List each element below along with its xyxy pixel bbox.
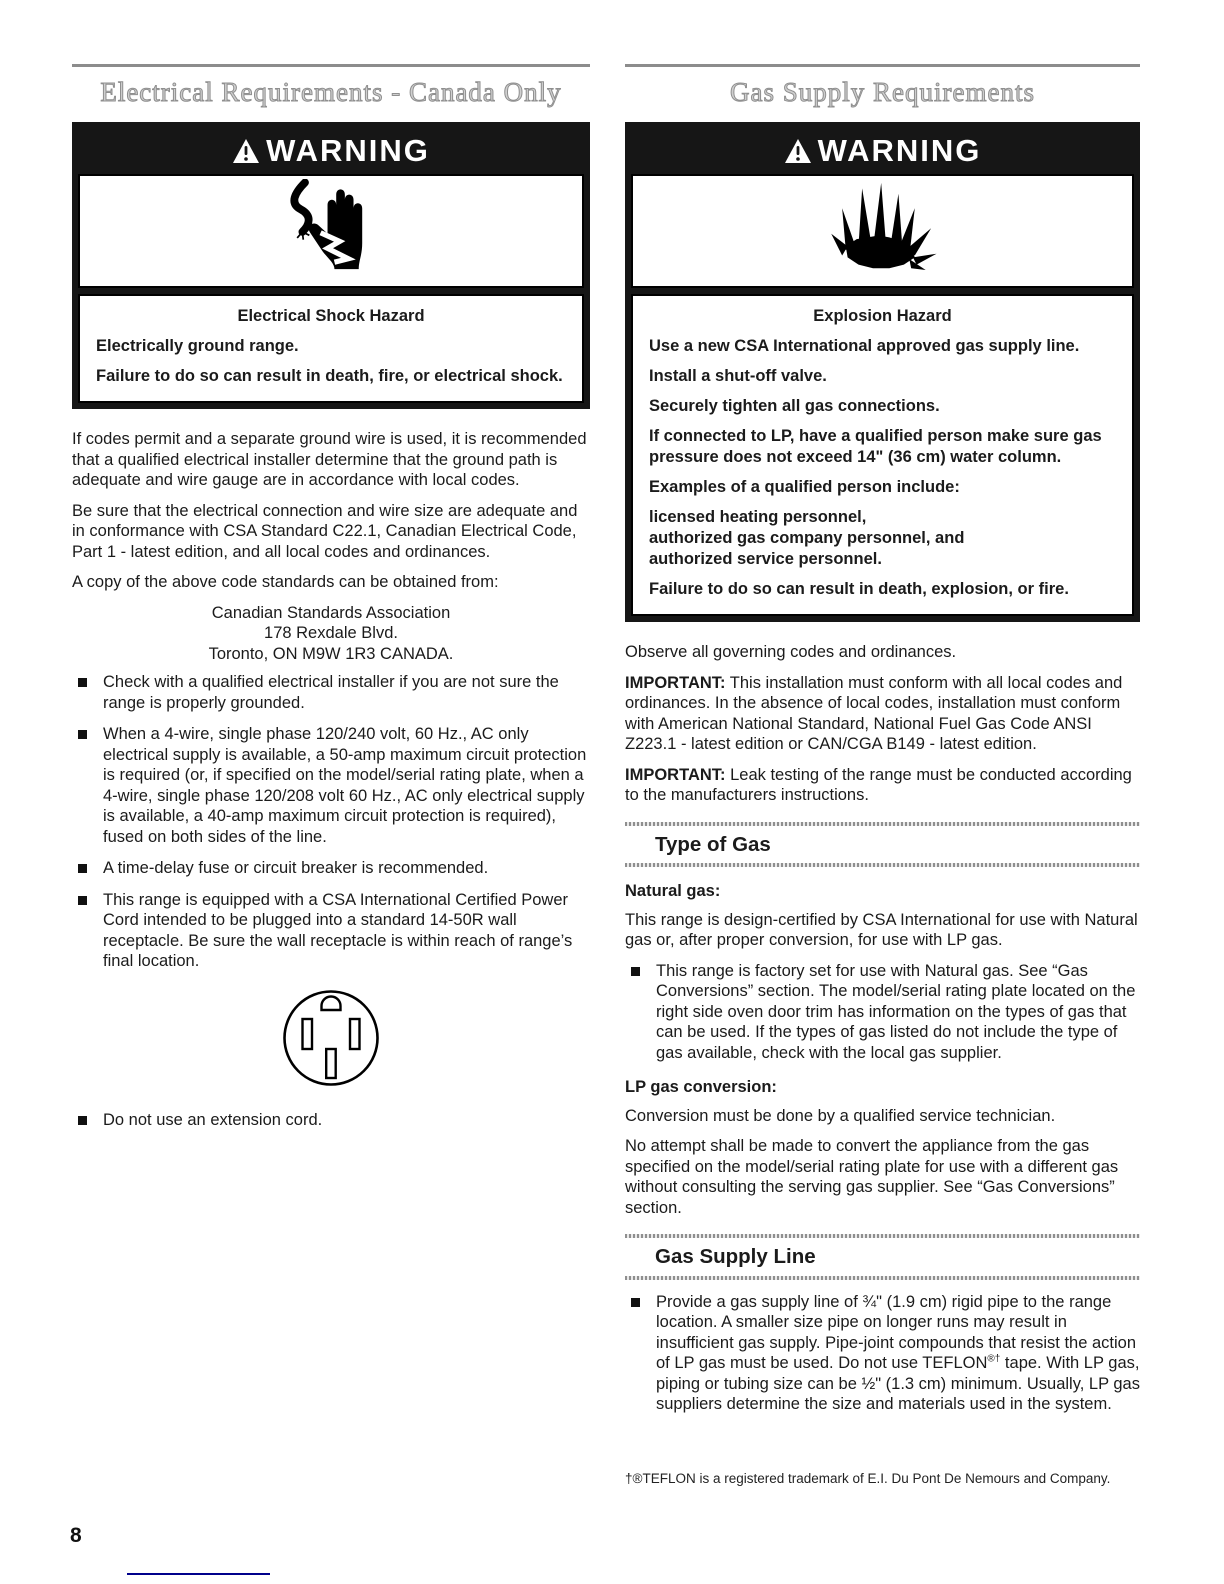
list-item: When a 4-wire, single phase 120/240 volt, 60 Hz., AC only electrical supply is available, a 50-amp maximum circuit protection is required (or, if specified on the model/serial rating plate, when a 4-wire, single phase 120/208 volt 60 Hz., AC only electrical supply is available, a 40-amp maximum circuit protection is required), fused on both sides of the line. [72, 724, 590, 847]
right-column-title: Gas Supply Requirements [730, 77, 1035, 107]
warning-triangle-icon [784, 138, 812, 164]
warning-line: Failure to do so can result in death, explosion, or fire. [649, 580, 1069, 598]
page-number: 8 [70, 1524, 82, 1547]
electrical-requirements-column [70, 64, 590, 1547]
explosion-icon [824, 181, 942, 281]
paragraph: Be sure that the electrical connection and wire size are adequate and in conformance with CSA Standard C22.1, Canadian Electrical Code, Part 1 - latest edition, and all local codes and ordinances. [72, 501, 578, 561]
warning-line: Securely tighten all gas connections. [649, 397, 940, 415]
bullet-square-icon [631, 967, 640, 976]
important-paragraph: IMPORTANT: This installation must conform with all local codes and ordinances. In the absence of local codes, installation must conform with American National Standard, National Fuel Gas Code ANSI Z223.1 - latest edition or CAN/CGA B149 - latest edition. [625, 673, 1123, 753]
gas-body-text [625, 642, 1140, 1489]
gas-supply-column [625, 64, 1140, 1489]
registered-dagger-superscript: ®† [987, 1353, 1001, 1365]
bullet-square-icon [78, 678, 87, 687]
subsection-heading: LP gas conversion: [625, 1078, 777, 1096]
dotted-rule [625, 863, 1140, 867]
electrical-body-text [72, 429, 590, 1130]
paragraph: This range is design-certified by CSA International for use with Natural gas or, after proper conversion, for use with LP gas. [625, 910, 1138, 949]
important-paragraph: IMPORTANT: Leak testing of the range must be conducted according to the manufacturers instructions. [625, 765, 1132, 804]
paragraph: A copy of the above code standards can be obtained from: [72, 573, 499, 591]
address-line: Canadian Standards Association [211, 603, 451, 622]
section-title: Gas Supply Line [655, 1245, 816, 1268]
warning-line: Electrically ground range. [96, 337, 299, 355]
bullet-square-icon [631, 1298, 640, 1307]
gas-supply-line-section-header [625, 1234, 1140, 1280]
shock-icon-panel [78, 174, 584, 288]
type-of-gas-section-header [625, 822, 1140, 868]
paragraph: Conversion must be done by a qualified service technician. [625, 1106, 1056, 1125]
teflon-footnote: †®TEFLON is a registered trademark of E.I. Du Pont De Nemours and Company. [625, 1470, 1111, 1486]
left-column-title: Electrical Requirements - Canada Only [100, 77, 562, 107]
receptacle-figure [72, 988, 590, 1088]
warning-triangle-icon [232, 138, 260, 164]
dotted-rule [625, 1276, 1140, 1280]
warning-line: authorized service personnel. [649, 550, 882, 568]
explosion-icon-panel [631, 174, 1134, 288]
electrical-shock-icon [277, 179, 385, 283]
bullet-square-icon [78, 730, 87, 739]
list-item: Provide a gas supply line of ¾" (1.9 cm) rigid pipe to the range location. A smaller size pipe on longer runs may result in insufficient gas supply. Pipe-joint compounds that resist the action of LP gas must be used. Do not use TEFLON®† tape. With LP gas, piping or tubing size can be ½" (1.3 cm) minimum. Usually, LP gas suppliers determine the size and materials used in the system. [625, 1292, 1140, 1415]
warning-label: WARNING [266, 133, 430, 168]
warning-line: Failure to do so can result in death, fire, or electrical shock. [96, 367, 563, 385]
warning-line: Install a shut-off valve. [649, 367, 827, 385]
section-divider [625, 64, 1140, 67]
important-label: IMPORTANT: [625, 673, 726, 692]
hazard-title: Explosion Hazard [813, 307, 952, 325]
warning-label: WARNING [817, 133, 982, 168]
csa-address [72, 603, 590, 665]
gas-warning-box [625, 122, 1140, 622]
section-title: Type of Gas [655, 832, 771, 856]
address-line: 178 Rexdale Blvd. [264, 624, 398, 642]
footer-rule [127, 1573, 270, 1575]
warning-line: Use a new CSA International approved gas supply line. [649, 337, 1080, 355]
warning-line: authorized gas company personnel, and [649, 529, 965, 547]
bullet-square-icon [78, 864, 87, 873]
explosion-warning-text [631, 294, 1134, 616]
bullet-square-icon [78, 1116, 87, 1125]
subsection-heading: Natural gas: [625, 882, 721, 900]
list-item: This range is factory set for use with Natural gas. See “Gas Conversions” section. The model/serial rating plate located on the right side oven door trim has information on the types of gas that can be used. If the types of gas listed do not include the type of gas available, check with the local gas supplier. [625, 961, 1140, 1064]
important-label: IMPORTANT: [625, 765, 726, 784]
warning-banner [78, 128, 584, 174]
bullet-square-icon [78, 896, 87, 905]
power-receptacle-icon [281, 988, 381, 1088]
list-item: A time-delay fuse or circuit breaker is recommended. [72, 858, 590, 879]
paragraph: If codes permit and a separate ground wire is used, it is recommended that a qualified electrical installer determine that the ground path is adequate and wire gauge are in accordance with local codes. [72, 430, 587, 489]
warning-line: licensed heating personnel, [649, 508, 867, 526]
list-item: Check with a qualified electrical installer if you are not sure the range is properly grounded. [72, 672, 590, 713]
hazard-title: Electrical Shock Hazard [237, 307, 425, 325]
list-item: This range is equipped with a CSA International Certified Power Cord intended to be plugged into a standard 14-50R wall receptacle. Be sure the wall receptacle is within reach of range’s final location. [72, 890, 590, 972]
paragraph: Observe all governing codes and ordinances. [625, 643, 957, 661]
section-divider [72, 64, 590, 67]
electrical-warning-box [72, 122, 590, 409]
warning-line: If connected to LP, have a qualified person make sure gas pressure does not exceed 14" (36 cm) water column. [649, 427, 1102, 466]
paragraph: No attempt shall be made to convert the appliance from the gas specified on the model/serial rating plate for use with a different gas without consulting the serving gas supplier. See “Gas Conversions” section. [625, 1137, 1119, 1217]
address-line: Toronto, ON M9W 1R3 CANADA. [208, 644, 454, 663]
warning-line: Examples of a qualified person include: [649, 478, 960, 496]
list-item: Do not use an extension cord. [72, 1110, 590, 1131]
shock-warning-text [78, 294, 584, 403]
warning-banner [631, 128, 1134, 174]
